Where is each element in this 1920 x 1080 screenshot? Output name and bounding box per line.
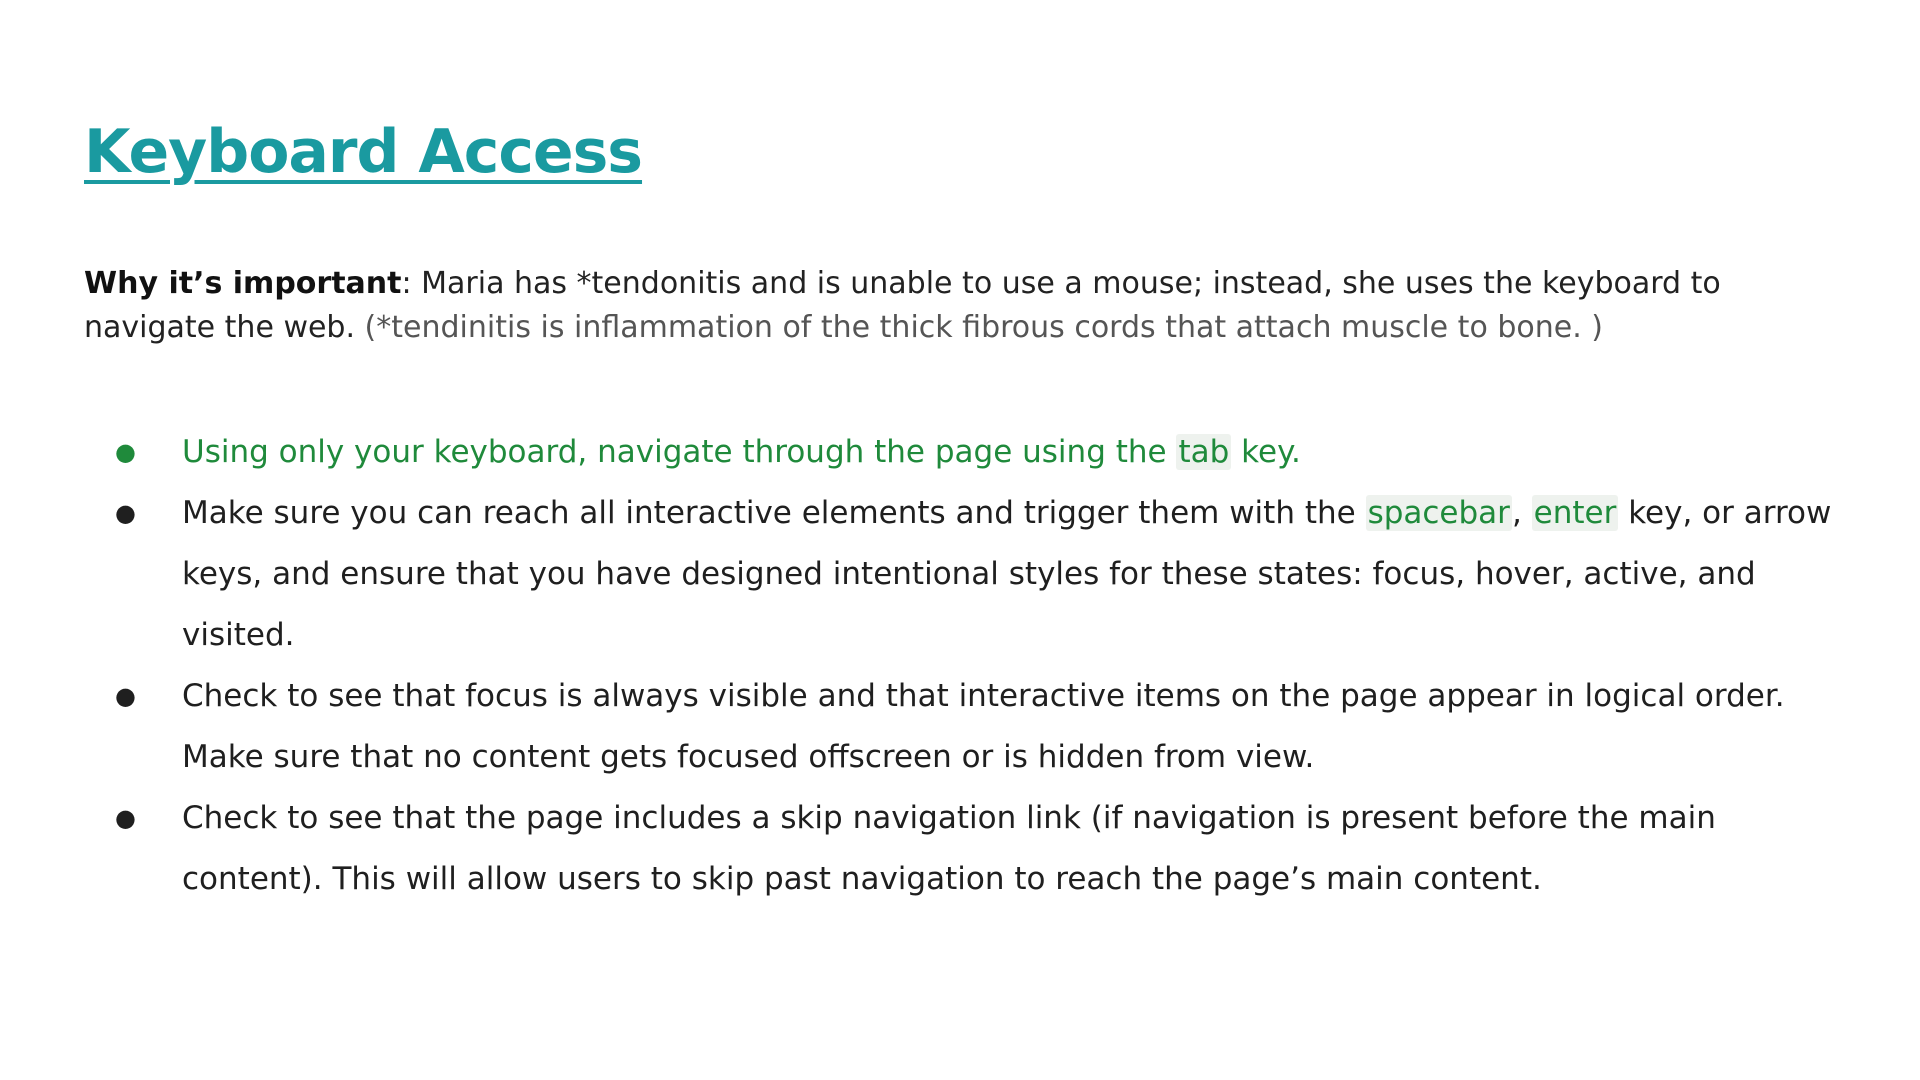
bullet-text: Check to see that the page includes a skip navigation link (if navigation is present before the main content). This will allow users to skip past navigation to reach the page’s main content.: [182, 800, 1716, 897]
bullet-icon: ●: [115, 499, 136, 527]
bullet-icon: ●: [115, 682, 136, 710]
spacebar-key-label: spacebar: [1367, 495, 1510, 531]
bullet-text: key, or arrow keys, and ensure that you have designed intentional styles for these states: focus, hover, active, and visited.: [182, 495, 1832, 653]
bullet-text: Using only your keyboard, navigate through the page using the: [182, 434, 1177, 470]
checklist: [84, 422, 1844, 910]
bullet-text: Check to see that focus is always visible and that interactive items on the page appear in logical order. Make sure that no content gets focused offscreen or is hidden from view.: [182, 678, 1785, 775]
list-item-tab-navigation: [84, 422, 1844, 483]
list-item-focus-visible: [84, 666, 1844, 788]
bullet-text: key.: [1231, 434, 1301, 470]
enter-key-label: enter: [1533, 495, 1617, 531]
list-item-skip-navigation: [84, 788, 1844, 910]
tab-key-label: tab: [1178, 434, 1230, 470]
bullet-text: ,: [1511, 495, 1532, 531]
why-important-text: : Maria has *tendonitis and is unable to use a mouse; instead, she uses the keyboard to navigate the web.: [84, 266, 1721, 345]
list-item-reach-elements: [84, 483, 1844, 666]
bullet-text: Make sure you can reach all interactive elements and trigger them with the: [182, 495, 1366, 531]
bullet-icon: ●: [115, 804, 136, 832]
tendinitis-note: (*tendinitis is inflammation of the thick fibrous cords that attach muscle to bone. ): [355, 310, 1603, 345]
bullet-icon: ●: [115, 438, 136, 466]
why-important-lead: Why it’s important: [84, 266, 402, 301]
slide-title-link[interactable]: Keyboard Access: [84, 117, 643, 187]
why-important-paragraph: [84, 262, 1844, 350]
